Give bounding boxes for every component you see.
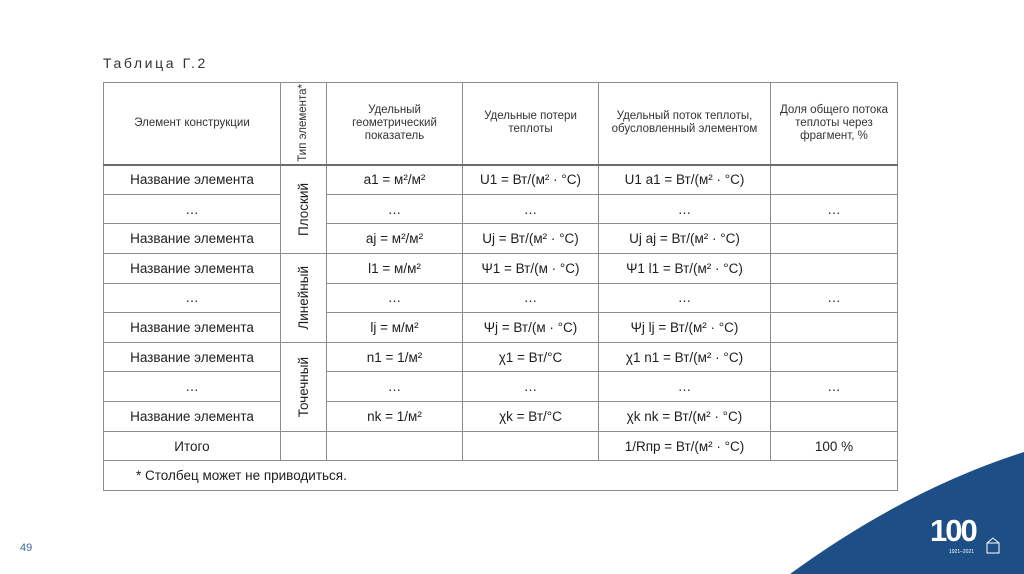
cell-loss: Ψj = Вт/(м · °С) xyxy=(463,313,599,343)
cell-name: … xyxy=(104,194,281,224)
cell-name: … xyxy=(104,372,281,402)
cell-loss: χk = Вт/°С xyxy=(463,402,599,432)
header-geometry: Удельный геометрический показатель xyxy=(327,83,463,165)
cell-loss: Uj = Вт/(м² · °С) xyxy=(463,224,599,254)
total-share: 100 % xyxy=(771,431,898,461)
header-loss: Удельные потери теплоты xyxy=(463,83,599,165)
cell-flow: … xyxy=(599,283,771,313)
cell-name: Название элемента xyxy=(104,253,281,283)
slide-number: 49 xyxy=(20,542,33,554)
cell-flow: χk nk = Вт/(м² · °С) xyxy=(599,402,771,432)
cell-name: Название элемента xyxy=(104,224,281,254)
group-linear: Линейный xyxy=(281,253,327,342)
group-point: Точечный xyxy=(281,342,327,431)
cell-flow: U1 a1 = Вт/(м² · °С) xyxy=(599,165,771,195)
cell-name: Название элемента xyxy=(104,165,281,195)
cell-flow: Ψj lj = Вт/(м² · °С) xyxy=(599,313,771,343)
cell-name: Название элемента xyxy=(104,402,281,432)
cell-geometry: n1 = 1/м² xyxy=(327,342,463,372)
cell-share: … xyxy=(771,372,898,402)
cell-geometry: … xyxy=(327,283,463,313)
cell-loss: … xyxy=(463,283,599,313)
cell-name: … xyxy=(104,283,281,313)
cell-loss: χ1 = Вт/°С xyxy=(463,342,599,372)
logo-years: 1921–2021 xyxy=(949,549,975,555)
cell-geometry: l1 = м/м² xyxy=(327,253,463,283)
cell-flow: Uj aj = Вт/(м² · °С) xyxy=(599,224,771,254)
header-type: Тип элемента* xyxy=(281,83,327,165)
cell-geometry: nk = 1/м² xyxy=(327,402,463,432)
header-element: Элемент конструкции xyxy=(104,83,281,165)
cell-flow: Ψ1 l1 = Вт/(м² · °С) xyxy=(599,253,771,283)
cell-loss: … xyxy=(463,372,599,402)
cell-share: … xyxy=(771,194,898,224)
total-label: Итого xyxy=(104,431,281,461)
cell-loss: … xyxy=(463,194,599,224)
group-flat: Плоский xyxy=(281,165,327,254)
cell-geometry: … xyxy=(327,194,463,224)
header-flow: Удельный поток теплоты, обусловленный элементом xyxy=(599,83,771,165)
cell-flow: … xyxy=(599,194,771,224)
cell-loss: U1 = Вт/(м² · °С) xyxy=(463,165,599,195)
total-flow: 1/Rпр = Вт/(м² · °С) xyxy=(599,431,771,461)
cell-share: … xyxy=(771,283,898,313)
cell-geometry: a1 = м²/м² xyxy=(327,165,463,195)
cell-geometry: aj = м²/м² xyxy=(327,224,463,254)
logo-number: 100 xyxy=(930,513,976,548)
cell-name: Название элемента xyxy=(104,313,281,343)
header-share: Доля общего потока теплоты через фрагмент, % xyxy=(771,83,898,165)
corner-wave-shape xyxy=(790,452,1024,574)
footnote: * Столбец может не приводиться. xyxy=(104,461,898,491)
cell-flow: … xyxy=(599,372,771,402)
cell-loss: Ψ1 = Вт/(м · °С) xyxy=(463,253,599,283)
cell-flow: χ1 n1 = Вт/(м² · °С) xyxy=(599,342,771,372)
table-caption: Таблица Г.2 xyxy=(103,55,208,71)
cell-geometry: … xyxy=(327,372,463,402)
cell-name: Название элемента xyxy=(104,342,281,372)
cell-geometry: lj = м/м² xyxy=(327,313,463,343)
